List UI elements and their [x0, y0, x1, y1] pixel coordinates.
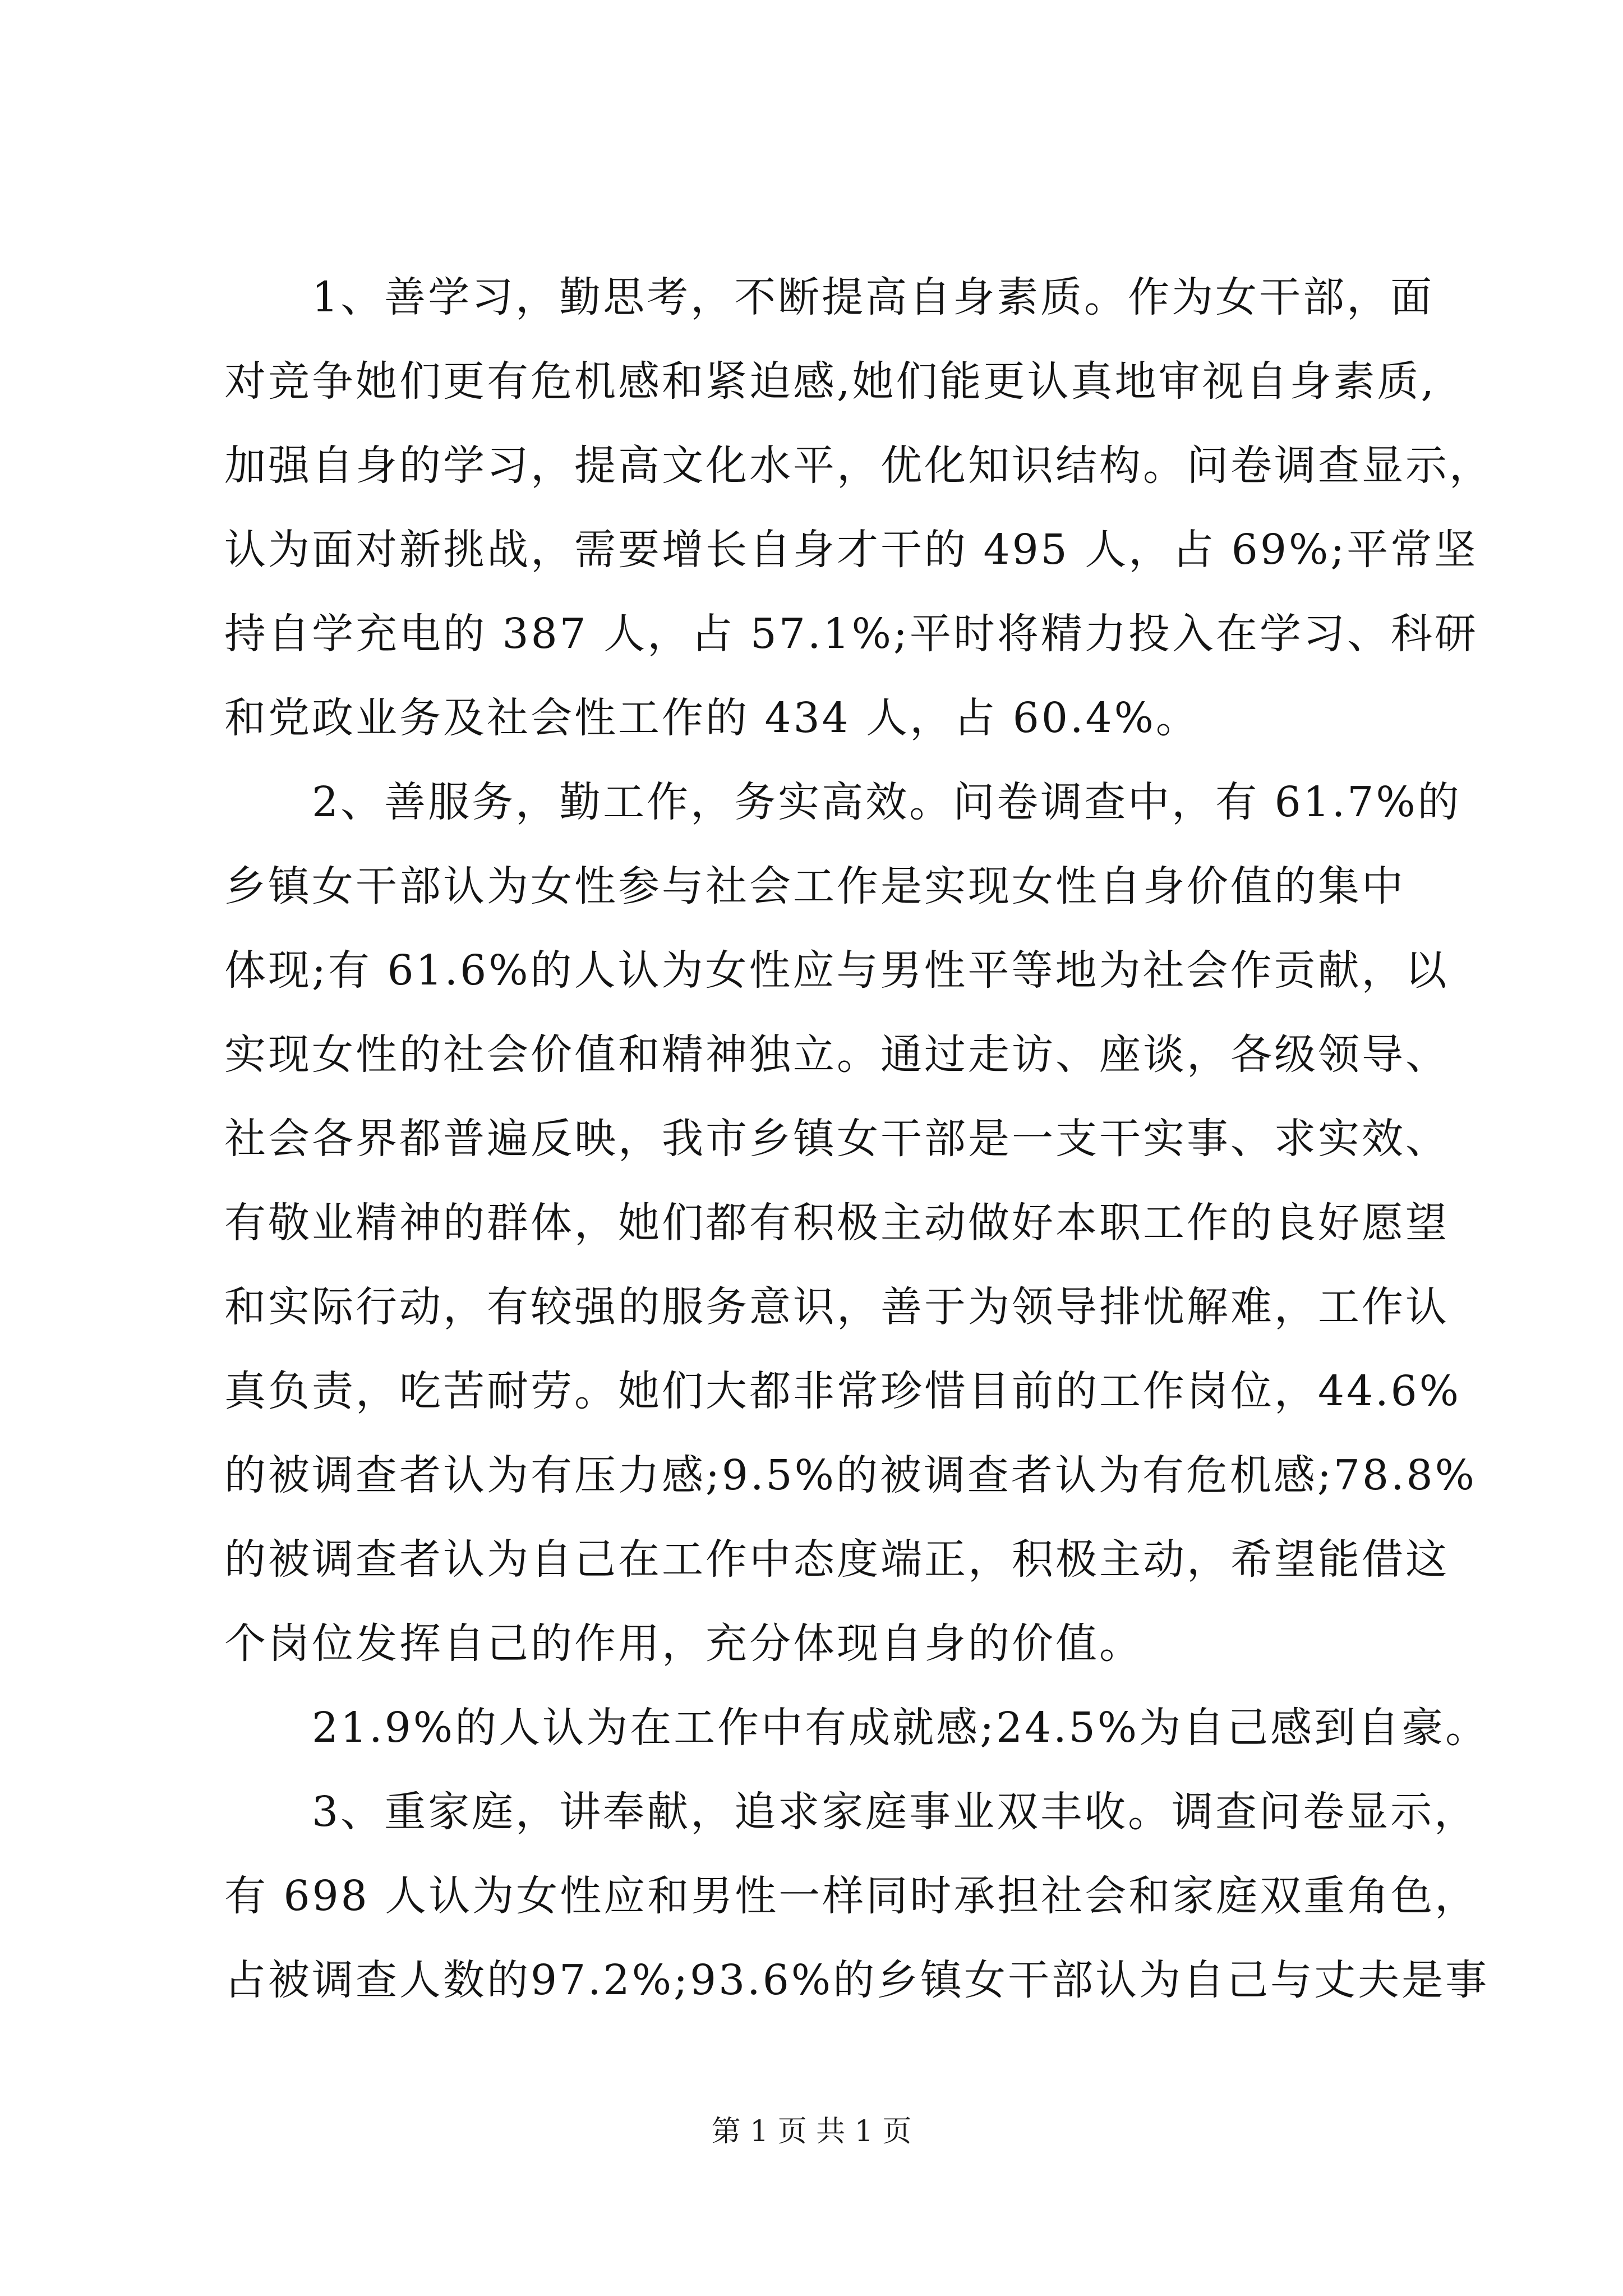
page-number-label: 第 1 页 共 1 页 [711, 2115, 912, 2148]
text-line: 持自学充电的 387 人，占 57.1%;平时将精力投入在学习、科研 [224, 610, 1478, 658]
text-line: 1、善学习，勤思考，不断提高自身素质。作为女干部，面 [224, 273, 1435, 321]
text-line: 有敬业精神的群体，她们都有积极主动做好本职工作的良好愿望 [224, 1199, 1449, 1247]
text-line: 的被调查者认为自己在工作中态度端正，积极主动，希望能借这 [224, 1535, 1449, 1584]
text-line: 真负责，吃苦耐劳。她们大都非常珍惜目前的工作岗位，44.6% [224, 1367, 1461, 1415]
text-line: 认为面对新挑战，需要增长自身才干的 495 人，占 69%;平常坚 [224, 526, 1478, 574]
text-line: 体现;有 61.6%的人认为女性应与男性平等地为社会作贡献，以 [224, 946, 1449, 995]
text-line: 加强自身的学习，提高文化水平，优化知识结构。问卷调查显示， [224, 441, 1493, 490]
text-line: 2、善服务，勤工作，务实高效。问卷调查中，有 61.7%的 [224, 778, 1461, 826]
text-line: 社会各界都普遍反映，我市乡镇女干部是一支干实事、求实效、 [224, 1115, 1449, 1163]
text-line: 和实际行动，有较强的服务意识，善于为领导排忧解难，工作认 [224, 1283, 1449, 1331]
page-footer [0, 2109, 1623, 2154]
text-line: 21.9%的人认为在工作中有成就感;24.5%为自己感到自豪。 [224, 1704, 1490, 1752]
text-line: 占被调查人数的97.2%;93.6%的乡镇女干部认为自己与丈夫是事 [224, 1956, 1490, 2004]
text-line: 对竞争她们更有危机感和紧迫感,她们能更认真地审视自身素质, [224, 357, 1437, 406]
body-text [224, 255, 1493, 2022]
text-line: 乡镇女干部认为女性参与社会工作是实现女性自身价值的集中 [224, 862, 1405, 910]
text-line: 个岗位发挥自己的作用，充分体现自身的价值。 [224, 1619, 1143, 1668]
text-line: 实现女性的社会价值和精神独立。通过走访、座谈，各级领导、 [224, 1030, 1449, 1079]
text-line: 3、重家庭，讲奉献，追求家庭事业双丰收。调查问卷显示， [224, 1788, 1478, 1836]
text-line: 的被调查者认为有压力感;9.5%的被调查者认为有危机感;78.8% [224, 1451, 1477, 1499]
text-line: 有 698 人认为女性应和男性一样同时承担社会和家庭双重角色， [224, 1872, 1479, 1920]
text-line: 和党政业务及社会性工作的 434 人，占 60.4%。 [224, 694, 1200, 742]
